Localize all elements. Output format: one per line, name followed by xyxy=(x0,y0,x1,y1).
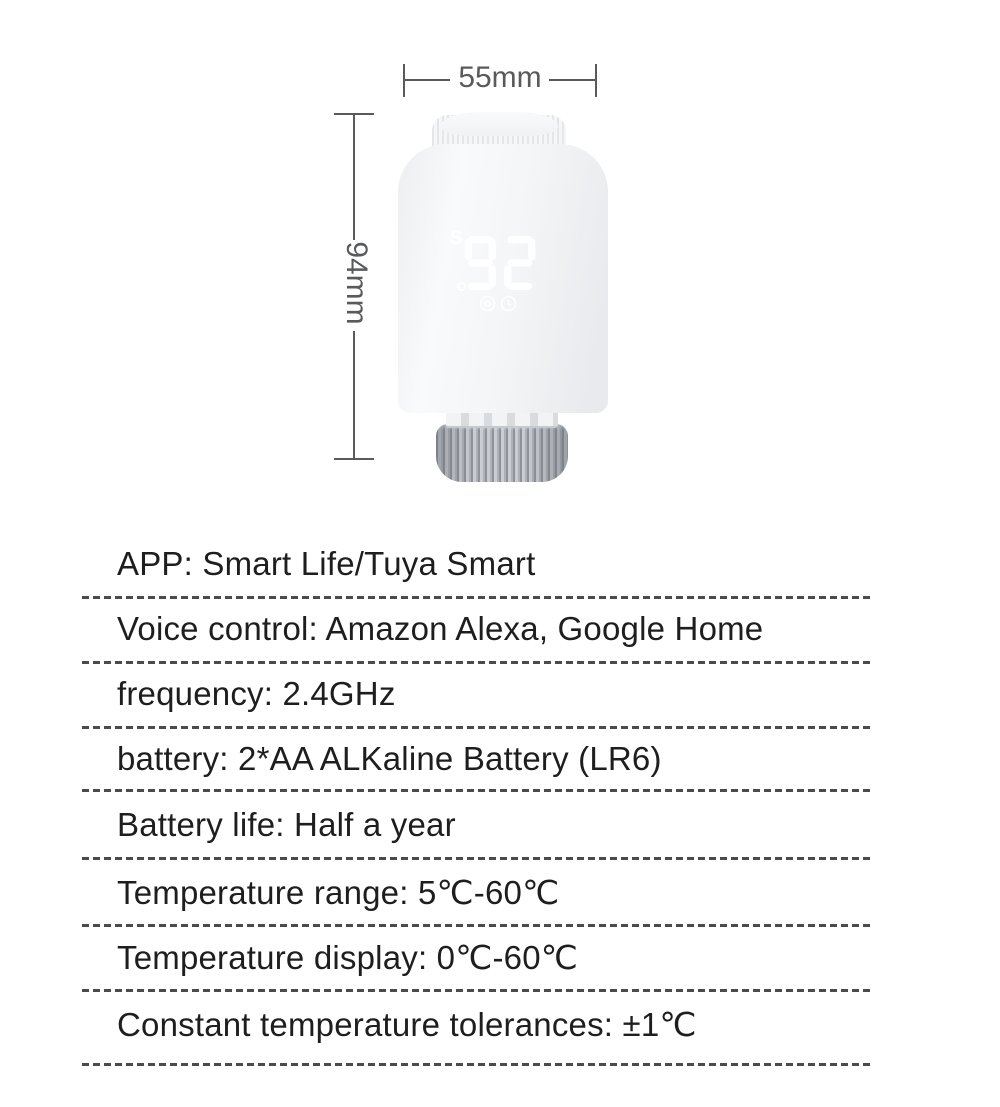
spec-row: Battery life: Half a year xyxy=(117,806,456,843)
dimension-tick xyxy=(334,458,374,460)
digit xyxy=(504,236,535,290)
spec-divider xyxy=(82,789,873,792)
spec-divider xyxy=(82,857,873,860)
spec-divider xyxy=(82,989,873,992)
spec-row: battery: 2*AA ALKaline Battery (LR6) xyxy=(117,740,662,777)
dimension-line xyxy=(353,113,355,240)
clock-icon xyxy=(500,295,517,312)
width-dimension-label: 55mm xyxy=(458,61,542,94)
dimension-line xyxy=(353,331,355,460)
mode-letter: S xyxy=(450,228,463,249)
knob-cap xyxy=(440,112,558,136)
spec-row: Temperature range: 5℃-60℃ xyxy=(117,874,560,911)
home-icon xyxy=(479,295,496,312)
spec-divider xyxy=(82,924,873,927)
valve-nut xyxy=(436,424,568,482)
dimension-line xyxy=(403,79,450,81)
spec-row: APP: Smart Life/Tuya Smart xyxy=(117,545,536,582)
spec-row: Voice control: Amazon Alexa, Google Home xyxy=(117,610,764,647)
spec-row: Temperature display: 0℃-60℃ xyxy=(117,939,579,976)
digit xyxy=(465,236,496,290)
spec-divider xyxy=(82,726,873,729)
spec-row: frequency: 2.4GHz xyxy=(117,675,396,712)
height-dimension-label: 94mm xyxy=(340,241,373,325)
dimension-line xyxy=(549,79,597,81)
spec-divider xyxy=(82,596,873,599)
seven-segment-display xyxy=(464,236,536,290)
spec-divider xyxy=(82,1063,873,1066)
spec-divider xyxy=(82,661,873,664)
device-body xyxy=(398,144,608,413)
dimension-tick xyxy=(595,64,597,97)
spec-row: Constant temperature tolerances: ±1℃ xyxy=(117,1006,697,1043)
degree-dot xyxy=(457,282,466,291)
